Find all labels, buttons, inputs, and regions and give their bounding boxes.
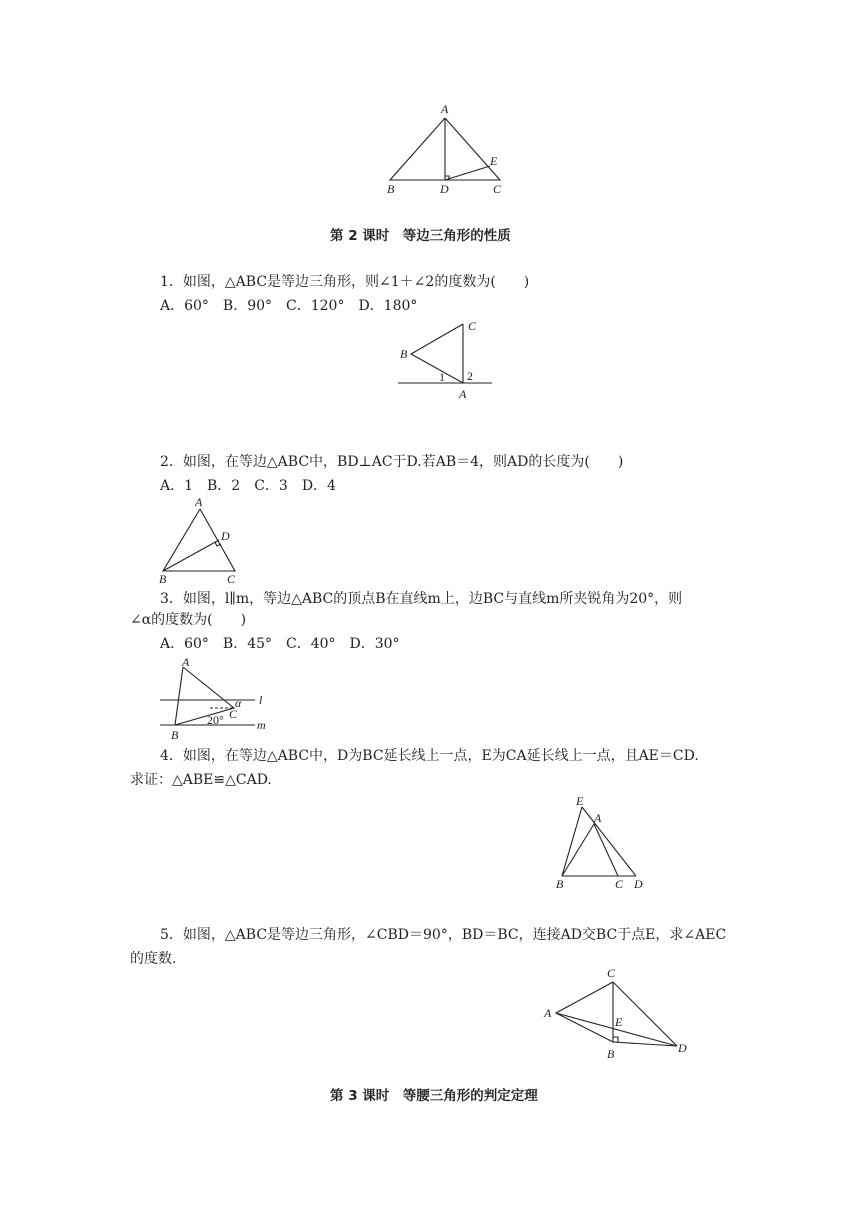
- label-A: A: [441, 102, 449, 116]
- label-A: A: [182, 655, 190, 669]
- label-C: C: [615, 877, 624, 891]
- label-D: D: [678, 1041, 687, 1055]
- label-B: B: [400, 347, 408, 361]
- section-2-title: 第 2 课时 等边三角形的性质: [330, 228, 511, 244]
- label-C: C: [229, 707, 238, 721]
- q2-figure: [155, 495, 250, 585]
- label-C: C: [227, 572, 236, 586]
- q1-options: A．60° B．90° C．120° D．180°: [160, 298, 418, 314]
- label-1: 1: [439, 370, 445, 384]
- top-triangle-figure: [380, 100, 520, 200]
- label-20deg: 20°: [207, 713, 224, 727]
- q4-stem-line2: 求证：△ABE≌△CAD.: [130, 772, 272, 788]
- label-2: 2: [467, 369, 473, 383]
- label-C: C: [493, 182, 502, 196]
- q3-figure: [155, 655, 275, 745]
- q4-stem-line1: 4．如图，在等边△ABC中，D为BC延长线上一点，E为CA延长线上一点，且AE＝CD.: [160, 748, 699, 764]
- q4-figure: [552, 795, 652, 895]
- label-A: A: [544, 1006, 552, 1020]
- label-A: A: [594, 811, 602, 825]
- label-B: B: [171, 728, 179, 742]
- q2-stem: 2．如图，在等边△ABC中，BD⊥AC于D.若AB＝4，则AD的长度为( ): [160, 454, 624, 470]
- q5-stem-line2: 的度数.: [130, 951, 177, 967]
- q1-figure: [395, 318, 505, 403]
- q3-stem-line2: ∠α的度数为( ): [130, 612, 247, 628]
- label-alpha: α: [235, 696, 242, 710]
- label-B: B: [607, 1047, 615, 1061]
- label-m: m: [257, 718, 266, 732]
- q3-stem-line1: 3．如图，l∥m，等边△ABC的顶点B在直线m上，边BC与直线m所夹锐角为20°，则: [160, 591, 683, 607]
- label-E: E: [576, 794, 584, 808]
- label-l: l: [259, 693, 263, 707]
- q5-figure: [540, 962, 700, 1062]
- label-E: E: [615, 1015, 623, 1029]
- label-B: B: [556, 877, 564, 891]
- label-D: D: [634, 877, 643, 891]
- q3-options: A．60° B．45° C．40° D．30°: [160, 636, 400, 652]
- label-B: B: [387, 182, 395, 196]
- label-E: E: [490, 154, 498, 168]
- label-B: B: [159, 572, 167, 586]
- q1-stem: 1．如图，△ABC是等边三角形，则∠1＋∠2的度数为( ): [160, 274, 530, 290]
- q2-options: A．1 B．2 C．3 D．4: [160, 478, 336, 494]
- q5-stem-line1: 5．如图，△ABC是等边三角形，∠CBD＝90°，BD＝BC，连接AD交BC于点E，求∠AEC: [160, 927, 727, 943]
- label-A: A: [459, 387, 467, 401]
- label-C: C: [468, 319, 477, 333]
- label-C: C: [607, 966, 616, 980]
- label-D: D: [221, 529, 230, 543]
- section-3-title: 第 3 课时 等腰三角形的判定定理: [330, 1088, 538, 1104]
- label-D: D: [440, 182, 449, 196]
- label-A: A: [195, 495, 203, 509]
